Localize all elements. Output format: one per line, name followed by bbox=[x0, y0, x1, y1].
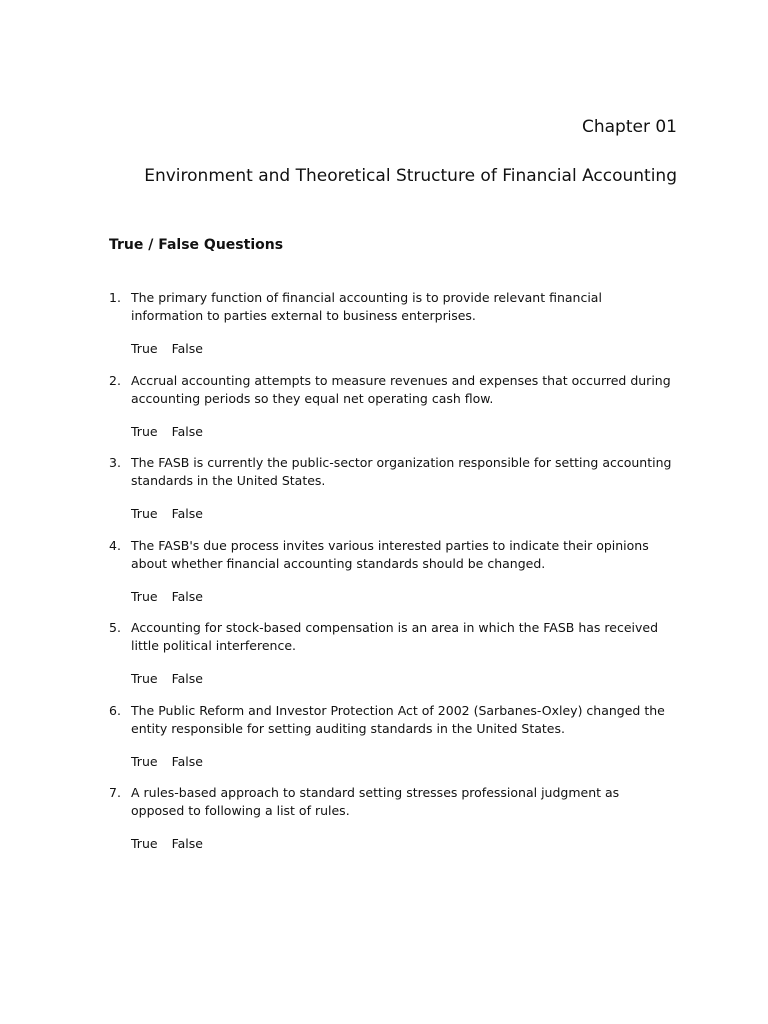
question-text-line: Accounting for stock-based compensation is an area in which the FASB has received bbox=[131, 620, 659, 635]
question-number: 6. bbox=[109, 703, 121, 718]
question-number: 3. bbox=[109, 455, 121, 470]
false-option: False bbox=[171, 506, 203, 521]
true-option: True bbox=[131, 341, 158, 356]
answer-options bbox=[131, 835, 203, 853]
question-text-line: information to parties external to business enterprises. bbox=[131, 307, 476, 323]
question-text bbox=[131, 289, 691, 324]
question-text-line: A rules-based approach to standard setting stresses professional judgment as bbox=[131, 785, 620, 800]
question-text-line: little political interference. bbox=[131, 637, 296, 653]
question-number: 5. bbox=[109, 620, 121, 635]
section-title: True / False Questions bbox=[109, 237, 284, 253]
question-text-line: The FASB is currently the public-sector organization responsible for setting accounting bbox=[131, 455, 672, 470]
question-text-line: accounting periods so they equal net operating cash flow. bbox=[131, 390, 494, 406]
true-option: True bbox=[131, 589, 158, 604]
question-text-line: entity responsible for setting auditing standards in the United States. bbox=[131, 720, 565, 736]
false-option: False bbox=[171, 589, 203, 604]
false-option: False bbox=[171, 671, 203, 686]
answer-options bbox=[131, 753, 203, 771]
question-text bbox=[131, 784, 691, 819]
page-title: Environment and Theoretical Structure of Financial Accounting bbox=[144, 166, 677, 186]
question-text-line: The primary function of financial accounting is to provide relevant financial bbox=[131, 290, 602, 305]
true-option: True bbox=[131, 754, 158, 769]
answer-options bbox=[131, 423, 203, 441]
question-text-line: opposed to following a list of rules. bbox=[131, 802, 350, 818]
question-text-line: The FASB's due process invites various interested parties to indicate their opinions bbox=[131, 538, 649, 553]
question-text bbox=[131, 619, 691, 654]
question-text bbox=[131, 702, 691, 737]
true-option: True bbox=[131, 424, 158, 439]
false-option: False bbox=[171, 754, 203, 769]
question-text-line: The Public Reform and Investor Protection Act of 2002 (Sarbanes-Oxley) changed the bbox=[131, 703, 665, 718]
question-text bbox=[131, 537, 691, 572]
question-number: 1. bbox=[109, 290, 121, 305]
answer-options bbox=[131, 588, 203, 606]
false-option: False bbox=[171, 836, 203, 851]
true-option: True bbox=[131, 671, 158, 686]
question-number: 2. bbox=[109, 373, 121, 388]
question-text bbox=[131, 454, 691, 489]
answer-options bbox=[131, 670, 203, 688]
answer-options bbox=[131, 505, 203, 523]
question-text bbox=[131, 372, 691, 407]
question-text-line: Accrual accounting attempts to measure revenues and expenses that occurred during bbox=[131, 373, 671, 388]
question-text-line: about whether financial accounting standards should be changed. bbox=[131, 555, 546, 571]
false-option: False bbox=[171, 424, 203, 439]
chapter-heading: Chapter 01 bbox=[581, 117, 677, 137]
false-option: False bbox=[171, 341, 203, 356]
true-option: True bbox=[131, 836, 158, 851]
question-number: 7. bbox=[109, 785, 121, 800]
question-text-line: standards in the United States. bbox=[131, 472, 326, 488]
answer-options bbox=[131, 340, 203, 358]
question-number: 4. bbox=[109, 538, 121, 553]
true-option: True bbox=[131, 506, 158, 521]
